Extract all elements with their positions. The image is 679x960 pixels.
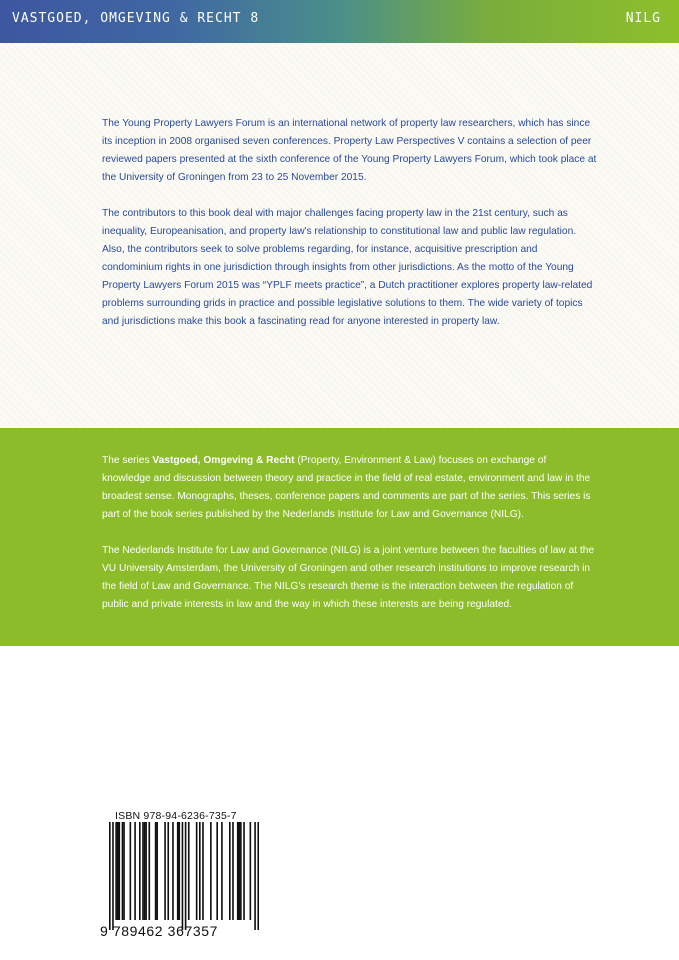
barcode-bar bbox=[177, 822, 179, 920]
barcode-bar bbox=[182, 822, 184, 930]
barcode-bar bbox=[148, 822, 150, 920]
series-description: (Property, Environment & Law) focuses on exchange of knowledge and discussion between theory and practice in the field of real estate, environment and law in the broadest sense. Monographs, theses, conference papers and comments are part of the series. This series is part of the book series published by the Nederlands Institute for Law and Governance (NILG). bbox=[102, 455, 591, 520]
barcode-bar bbox=[172, 822, 174, 920]
barcode-bar bbox=[112, 822, 114, 930]
barcode-bar bbox=[134, 822, 136, 920]
barcode-bar bbox=[144, 822, 146, 920]
barcode-bar bbox=[199, 822, 201, 920]
barcode-bar bbox=[178, 822, 180, 920]
blurb-paragraph: The contributors to this book deal with major challenges facing property law in the 21st century, such as inequality, Europeanisation, and property law's relationship to constitutional law and public law regulation. Also, the contributors seek to solve problems regarding, for instance, acquisitive prescription and condominium rights in one jurisdiction through insights from other jurisdictions. As the motto of the Young Property Lawyers Forum 2015 was “YPLF meets practice”, a Dutch practitioner explores property law-related problems surrounding grids in practice and possible legislative solutions to them. The wide variety of topics and jurisdictions make this book a fascinating read for anyone interested in property law. bbox=[102, 208, 593, 327]
barcode-bar bbox=[142, 822, 144, 920]
barcode-bar bbox=[210, 822, 212, 920]
series-name: Vastgoed, Omgeving & Recht bbox=[152, 455, 295, 466]
barcode-bar bbox=[167, 822, 169, 920]
barcode-bar bbox=[188, 822, 190, 920]
barcode-bar bbox=[229, 822, 231, 920]
barcode-digits: 9 789462 367357 bbox=[100, 923, 218, 939]
barcode-bar bbox=[123, 822, 125, 920]
barcode-bar bbox=[243, 822, 245, 920]
barcode-bar bbox=[237, 822, 239, 920]
barcode-bar bbox=[240, 822, 242, 920]
series-info-section bbox=[0, 428, 679, 646]
blurb-paragraph: The Young Property Lawyers Forum is an international network of property law researchers, which has since its inception in 2008 organised seven conferences. Property Law Perspectives V contains a selection of peer reviewed papers presented at the sixth conference of the Young Property Lawyers Forum, which took place at the University of Groningen from 23 to 25 November 2015. bbox=[102, 118, 597, 183]
series-title: VASTGOED, OMGEVING & RECHT 8 bbox=[12, 11, 260, 26]
barcode-bar bbox=[117, 822, 119, 920]
barcode-bar bbox=[257, 822, 259, 930]
series-info-text bbox=[102, 452, 597, 632]
header-band bbox=[0, 0, 679, 43]
barcode-bar bbox=[155, 822, 157, 920]
publisher-name: NILG bbox=[625, 11, 661, 26]
barcode-bar bbox=[254, 822, 256, 930]
barcode-bar bbox=[250, 822, 252, 920]
barcode-bar bbox=[202, 822, 204, 920]
barcode-bar bbox=[238, 822, 240, 920]
barcode-bar bbox=[185, 822, 187, 930]
barcode-bar bbox=[164, 822, 166, 920]
barcode-bar bbox=[122, 822, 124, 920]
barcode-bar bbox=[196, 822, 198, 920]
barcode-bar bbox=[221, 822, 223, 920]
barcode-bar bbox=[216, 822, 218, 920]
barcode-bar bbox=[232, 822, 234, 920]
series-intro: The series bbox=[102, 455, 153, 466]
isbn-label: ISBN 978-94-6236-735-7 bbox=[115, 810, 237, 822]
barcode-bar bbox=[118, 822, 120, 920]
barcode-bar bbox=[145, 822, 147, 920]
nilg-paragraph: The Nederlands Institute for Law and Governance (NILG) is a joint venture between the faculties of law at the VU University Amsterdam, the University of Groningen and other research institutions to improve research in the field of Law and Governance. The NILG's research theme is the interaction between the regulation of public and private interests in law and the way in which these interests are being regulated. bbox=[102, 545, 595, 610]
barcode-bar bbox=[109, 822, 111, 930]
series-paragraph bbox=[102, 452, 597, 524]
ean-barcode bbox=[109, 822, 259, 930]
barcode-bar bbox=[115, 822, 117, 920]
blurb-text bbox=[102, 115, 597, 349]
barcode-bar bbox=[130, 822, 132, 920]
barcode-bar bbox=[156, 822, 158, 920]
barcode-bar bbox=[139, 822, 141, 920]
